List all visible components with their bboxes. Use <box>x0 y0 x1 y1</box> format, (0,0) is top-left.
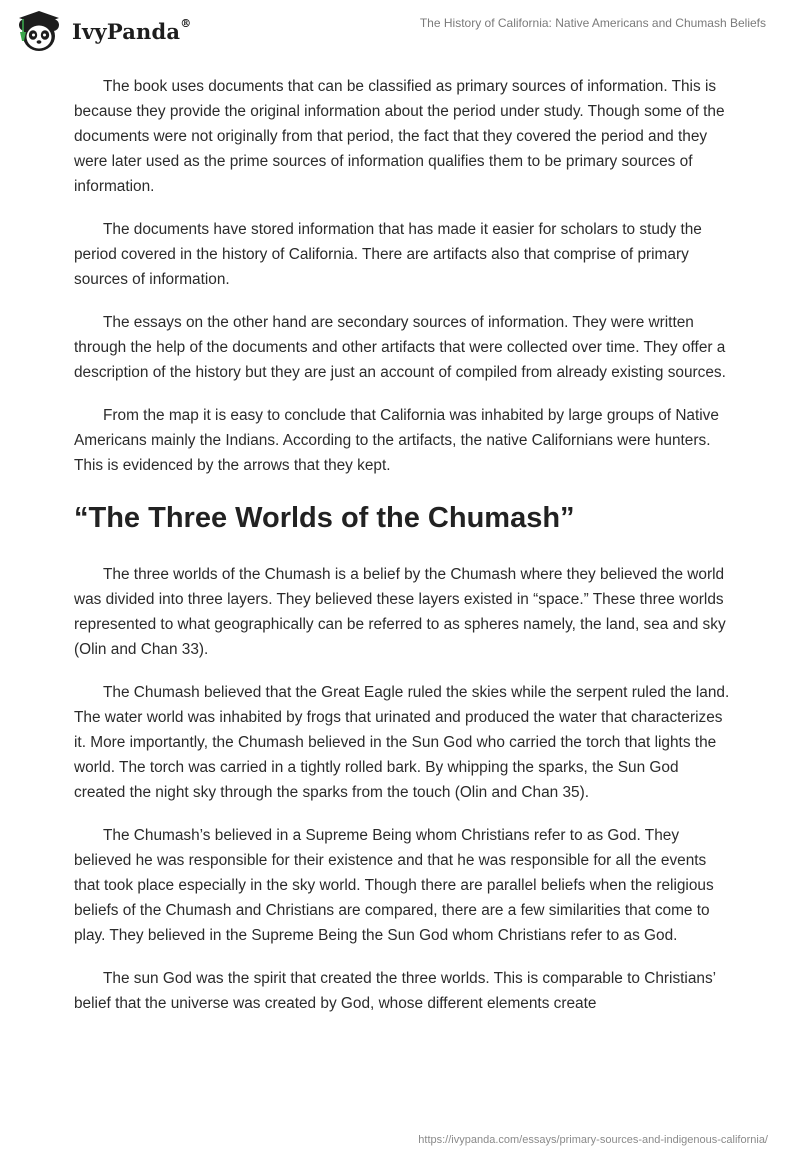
logo[interactable] <box>14 8 191 54</box>
section-heading: “The Three Worlds of the Chumash” <box>74 502 575 534</box>
document-title: The History of California: Native Americans and Chumash Beliefs <box>419 16 766 30</box>
paragraph: From the map it is easy to conclude that California was inhabited by large groups of Native Americans mainly the Indians. According to the artifacts, the native Californians were hunters. This is evidenced by the arrows that they kept. <box>74 407 719 474</box>
paragraph: The essays on the other hand are secondary sources of information. They were written through the help of the documents and other artifacts that were collected over time. They offer a description of the history but they are just an account of compiled from already existing sources. <box>74 314 726 381</box>
panda-graduation-cap-icon <box>14 8 64 54</box>
paragraph: The Chumash’s believed in a Supreme Being whom Christians refer to as God. They believed he was responsible for their existence and that he was responsible for all the events that took place especially in the sky world. Though there are parallel beliefs when the religious beliefs of the Chumash and Christians are compared, there are a few similarities that come to play. They believed in the Supreme Being the Sun God whom Christians refer to as God. <box>74 827 714 944</box>
brand-name: IvyPanda® <box>72 16 192 44</box>
paragraph: The documents have stored information that has made it easier for scholars to study the period covered in the history of California. There are artifacts also that comprise of primary sources of information. <box>74 221 702 288</box>
paragraph: The book uses documents that can be classified as primary sources of information. This is because they provide the original information about the period under study. Though some of the documents were not originally from that period, the fact that they covered the period and they were later used as the prime sources of information qualifies them to be primary sources of information. <box>74 78 725 195</box>
header <box>0 0 800 60</box>
paragraph: The three worlds of the Chumash is a belief by the Chumash where they believed the world was divided into three layers. They believed these layers existed in “space.” These three worlds represented to what geographically can be referred to as spheres namely, the land, sea and sky (Olin and Chan 33). <box>74 566 726 658</box>
paragraph: The sun God was the spirit that created the three worlds. This is comparable to Christians’ belief that the universe was created by God, whose different elements create <box>74 970 716 1012</box>
source-url[interactable]: https://ivypanda.com/essays/primary-sources-and-indigenous-california/ <box>418 1134 768 1146</box>
essay-content <box>74 74 734 1034</box>
paragraph: The Chumash believed that the Great Eagle ruled the skies while the serpent ruled the land. The water world was inhabited by frogs that urinated and produced the water that characterizes it. More importantly, the Chumash believed in the Sun God who carried the torch that lights the world. The torch was carried in a tightly rolled bark. By whipping the sparks, the Sun God created the night sky through the sparks from the touch (Olin and Chan 35). <box>74 684 730 801</box>
